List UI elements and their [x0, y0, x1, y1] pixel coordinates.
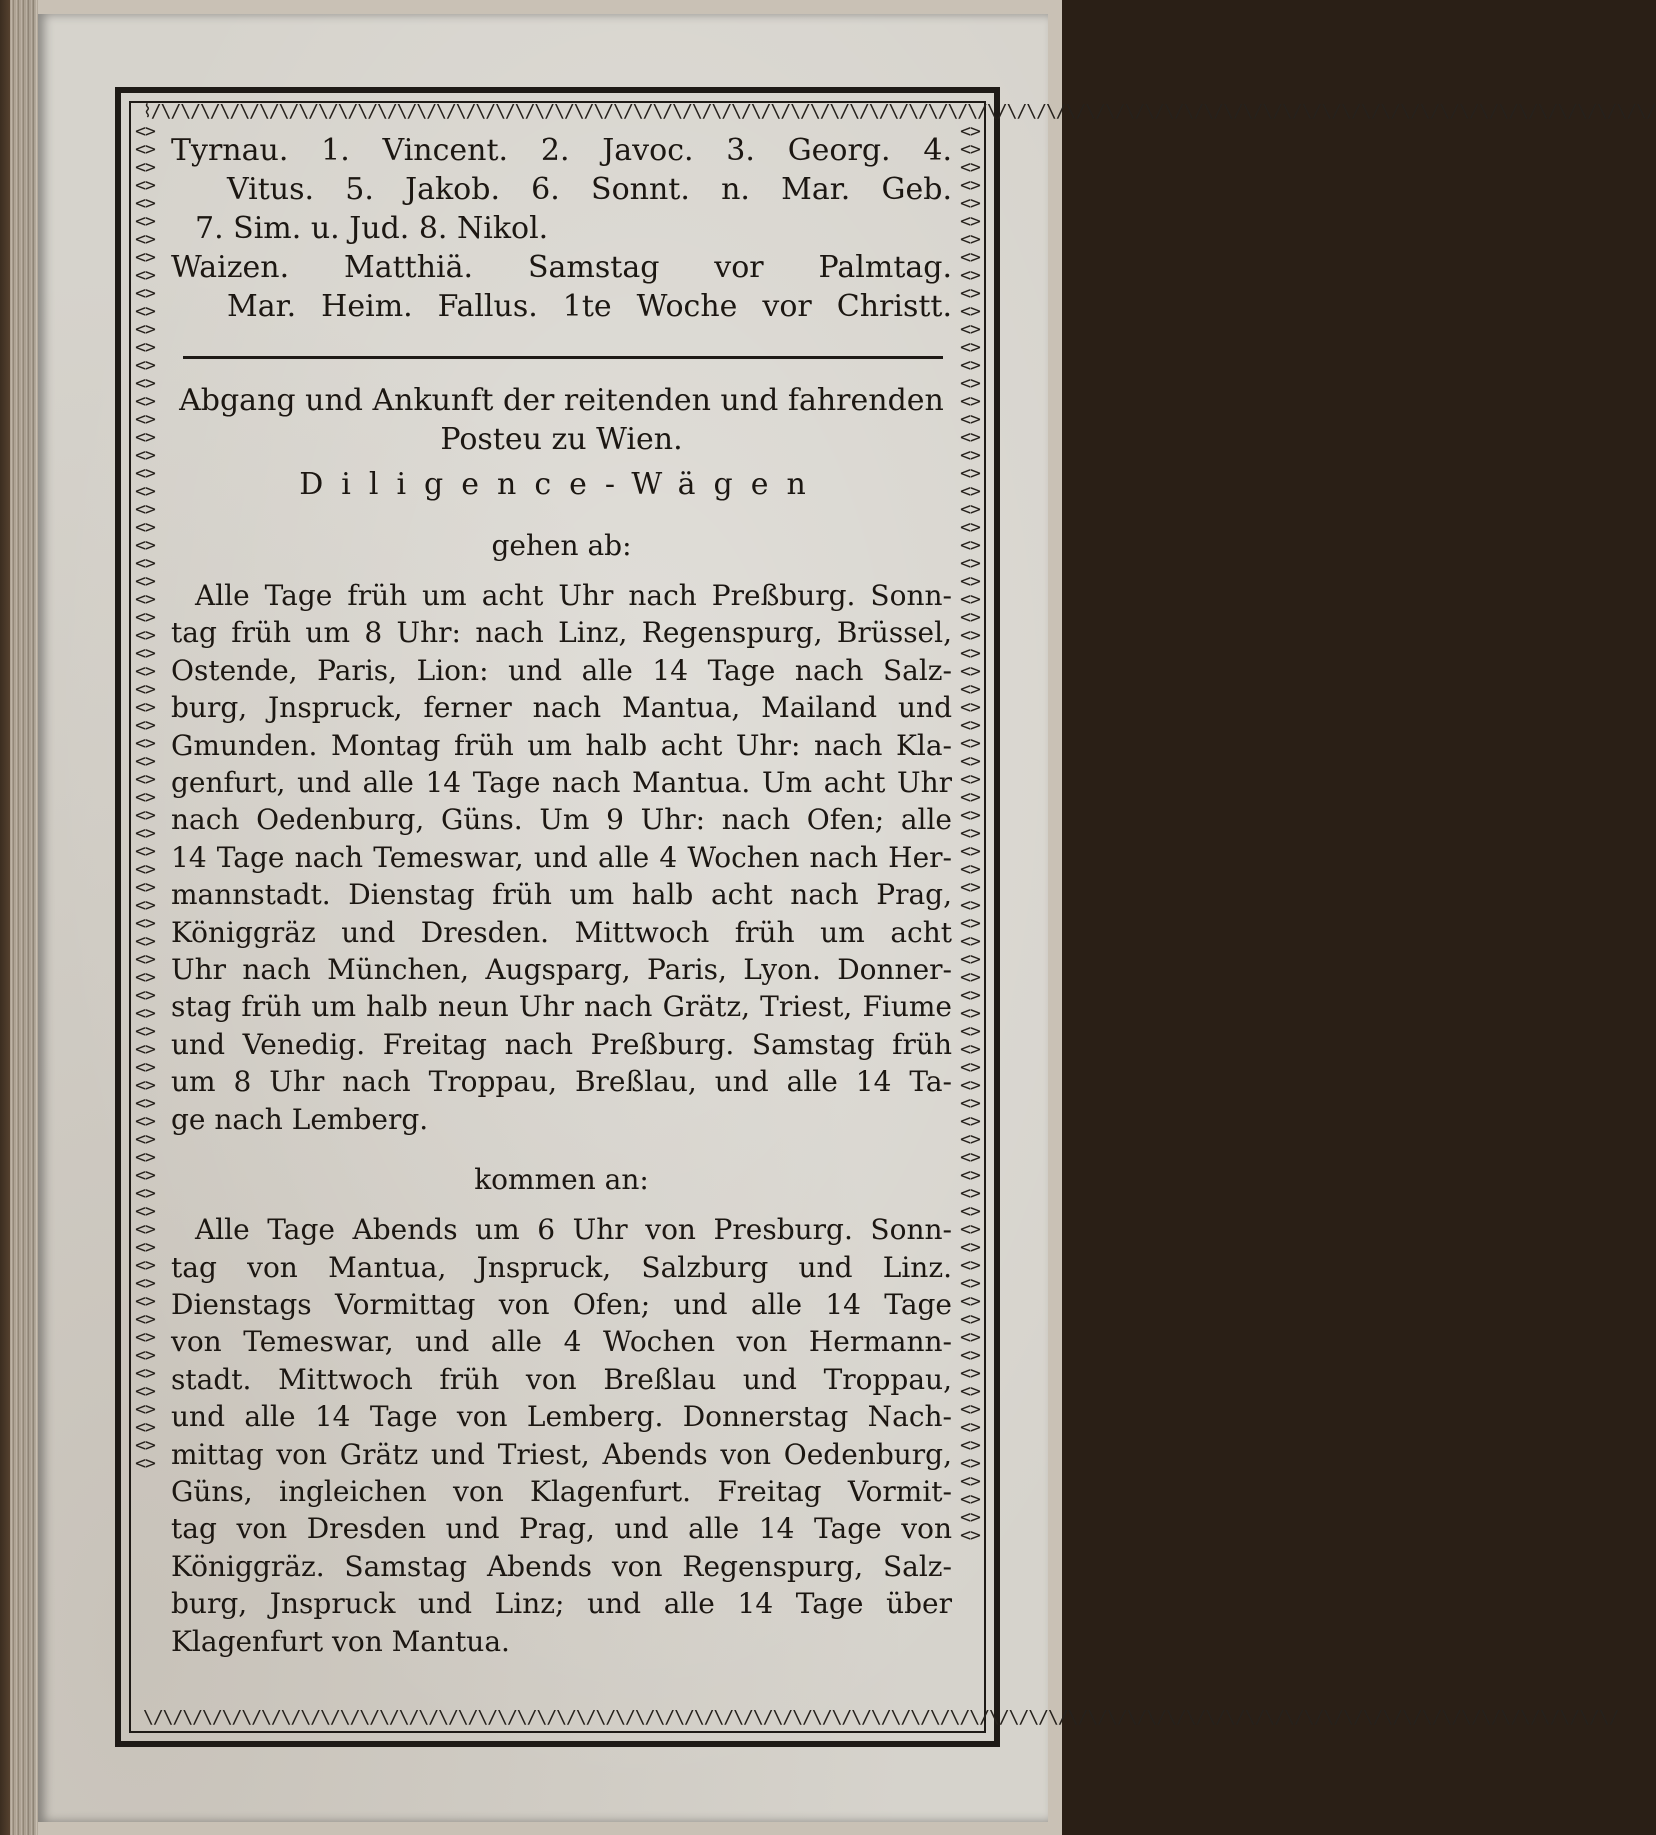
border-ornament-right: <><><><><><><><><><><><><><><><><><><><><><><><><><><><><><><><><><><><><><><><><><><><><><><><><><><><><><><><><><><><><><><><><><><><><><><><><><><><><><><>: [960, 121, 980, 1546]
section-divider: [183, 356, 943, 359]
arrival-line: stadt. Mittwoch früh von Breßlau und Troppau,: [171, 1362, 952, 1396]
fair-dates-line: Mar. Heim. Fallus. 1te Woche vor Christt.: [227, 289, 952, 324]
page-edge-stack: [10, 0, 38, 1835]
departures-label: gehen ab:: [491, 529, 632, 562]
departure-line: nach Oedenburg, Güns. Um 9 Uhr: nach Ofen; alle: [171, 803, 952, 837]
departure-line: mannstadt. Dienstag früh um halb acht nach Prag,: [171, 878, 952, 912]
arrival-line: Dienstags Vormittag von Ofen; und alle 14 Tage: [171, 1287, 952, 1321]
border-ornament-bottom: \/\/\/\/\/\/\/\/\/\/\/\/\/\/\/\/\/\/\/\/\/\/\/\/\/\/\/\/\/\/\/\/\/\/\/\/\/\/\/\/\/\/\/\/\/\/\/\/\/\/\/\/\/\/\/\/\/\/\/\/\/\/\/\/\/\/\/\/\/\/\/\/\/\/\/: [143, 1707, 1619, 1728]
departure-line: stag früh um halb neun Uhr nach Grätz, Triest, Fiume: [171, 990, 952, 1024]
arrival-line: Klagenfurt von Mantua.: [171, 1624, 510, 1658]
section-title: Abgang und Ankunft der reitenden und fahrenden: [179, 383, 944, 418]
departure-line: genfurt, und alle 14 Tage nach Mantua. Um acht Uhr: [171, 766, 952, 800]
border-ornament-left: <><><><><><><><><><><><><><><><><><><><><><><><><><><><><><><><><><><><><><><><><><><><><><><><><><><><><><><><><><><><><><><><><><><><><><><><><><><>: [135, 121, 155, 1474]
arrival-line: und alle 14 Tage von Lemberg. Donnerstag Nach-: [171, 1400, 952, 1434]
departure-line: Alle Tage früh um acht Uhr nach Preßburg. Sonn-: [195, 579, 952, 612]
departure-line: Ostende, Paris, Lion: und alle 14 Tage nach Salz-: [171, 653, 952, 687]
departure-line: Uhr nach München, Augsparg, Paris, Lyon. Donner-: [171, 953, 952, 987]
text-block: [171, 131, 952, 1701]
departure-line: Gmunden. Montag früh um halb acht Uhr: nach Kla-: [171, 728, 952, 762]
ornamental-border: [115, 87, 1656, 1747]
fair-dates-line: 7. Sim. u. Jud. 8. Nikol.: [195, 211, 549, 246]
fair-dates-line: Vitus. 5. Jakob. 6. Sonnt. n. Mar. Geb.: [227, 172, 952, 207]
departure-line: Königgräz und Dresden. Mittwoch früh um acht: [171, 915, 952, 949]
departure-line: ge nach Lemberg.: [171, 1102, 429, 1136]
border-ornament-top: ⌇/\/\/\/\/\/\/\/\/\/\/\/\/\/\/\/\/\/\/\/\/\/\/\/\/\/\/\/\/\/\/\/\/\/\/\/\/\/\/\/\/\/\/\/\/\/\/\/\/\/\/\/\/\/\/\/\/\/\/\/\/\/\/\/\/\/\/\/\/\/\/\/\/\/\/\/\/: [143, 101, 1656, 122]
diligence-heading: Diligence-Wägen: [299, 467, 824, 502]
departure-line: und Venedig. Freitag nach Preßburg. Samstag früh: [171, 1027, 952, 1061]
departure-line: burg, Jnspruck, ferner nach Mantua, Mailand und: [171, 691, 952, 725]
arrival-line: Königgräz. Samstag Abends von Regenspurg, Salz-: [171, 1549, 952, 1583]
arrival-line: Alle Tage Abends um 6 Uhr von Presburg. Sonn-: [195, 1213, 952, 1247]
departure-line: um 8 Uhr nach Troppau, Breßlau, und alle 14 Ta-: [171, 1065, 952, 1099]
departures-paragraph: [171, 577, 952, 1138]
departure-line: 14 Tage nach Temeswar, und alle 4 Wochen nach Her-: [171, 840, 952, 874]
arrival-line: Güns, ingleichen von Klagenfurt. Freitag Vormit-: [171, 1474, 952, 1508]
arrival-line: tag von Mantua, Jnspruck, Salzburg und Linz.: [171, 1250, 952, 1284]
arrivals-label: kommen an:: [474, 1163, 649, 1197]
arrival-line: von Temeswar, und alle 4 Wochen von Hermann-: [171, 1325, 952, 1359]
page: [38, 14, 1656, 1822]
fair-dates-line: Tyrnau. 1. Vincent. 2. Javoc. 3. Georg. 4.: [171, 133, 952, 168]
arrival-line: burg, Jnspruck und Linz; und alle 14 Tage über: [171, 1587, 952, 1621]
arrival-line: mittag von Grätz und Triest, Abends von Oedenburg,: [171, 1437, 952, 1471]
arrivals-paragraph: [171, 1211, 952, 1660]
fair-dates-line: Waizen. Matthiä. Samstag vor Palmtag.: [171, 250, 952, 285]
departure-line: tag früh um 8 Uhr: nach Linz, Regenspurg, Brüssel,: [171, 616, 952, 650]
arrival-line: tag von Dresden und Prag, und alle 14 Tage von: [171, 1512, 952, 1546]
section-title-city: Posteu zu Wien.: [440, 422, 683, 457]
